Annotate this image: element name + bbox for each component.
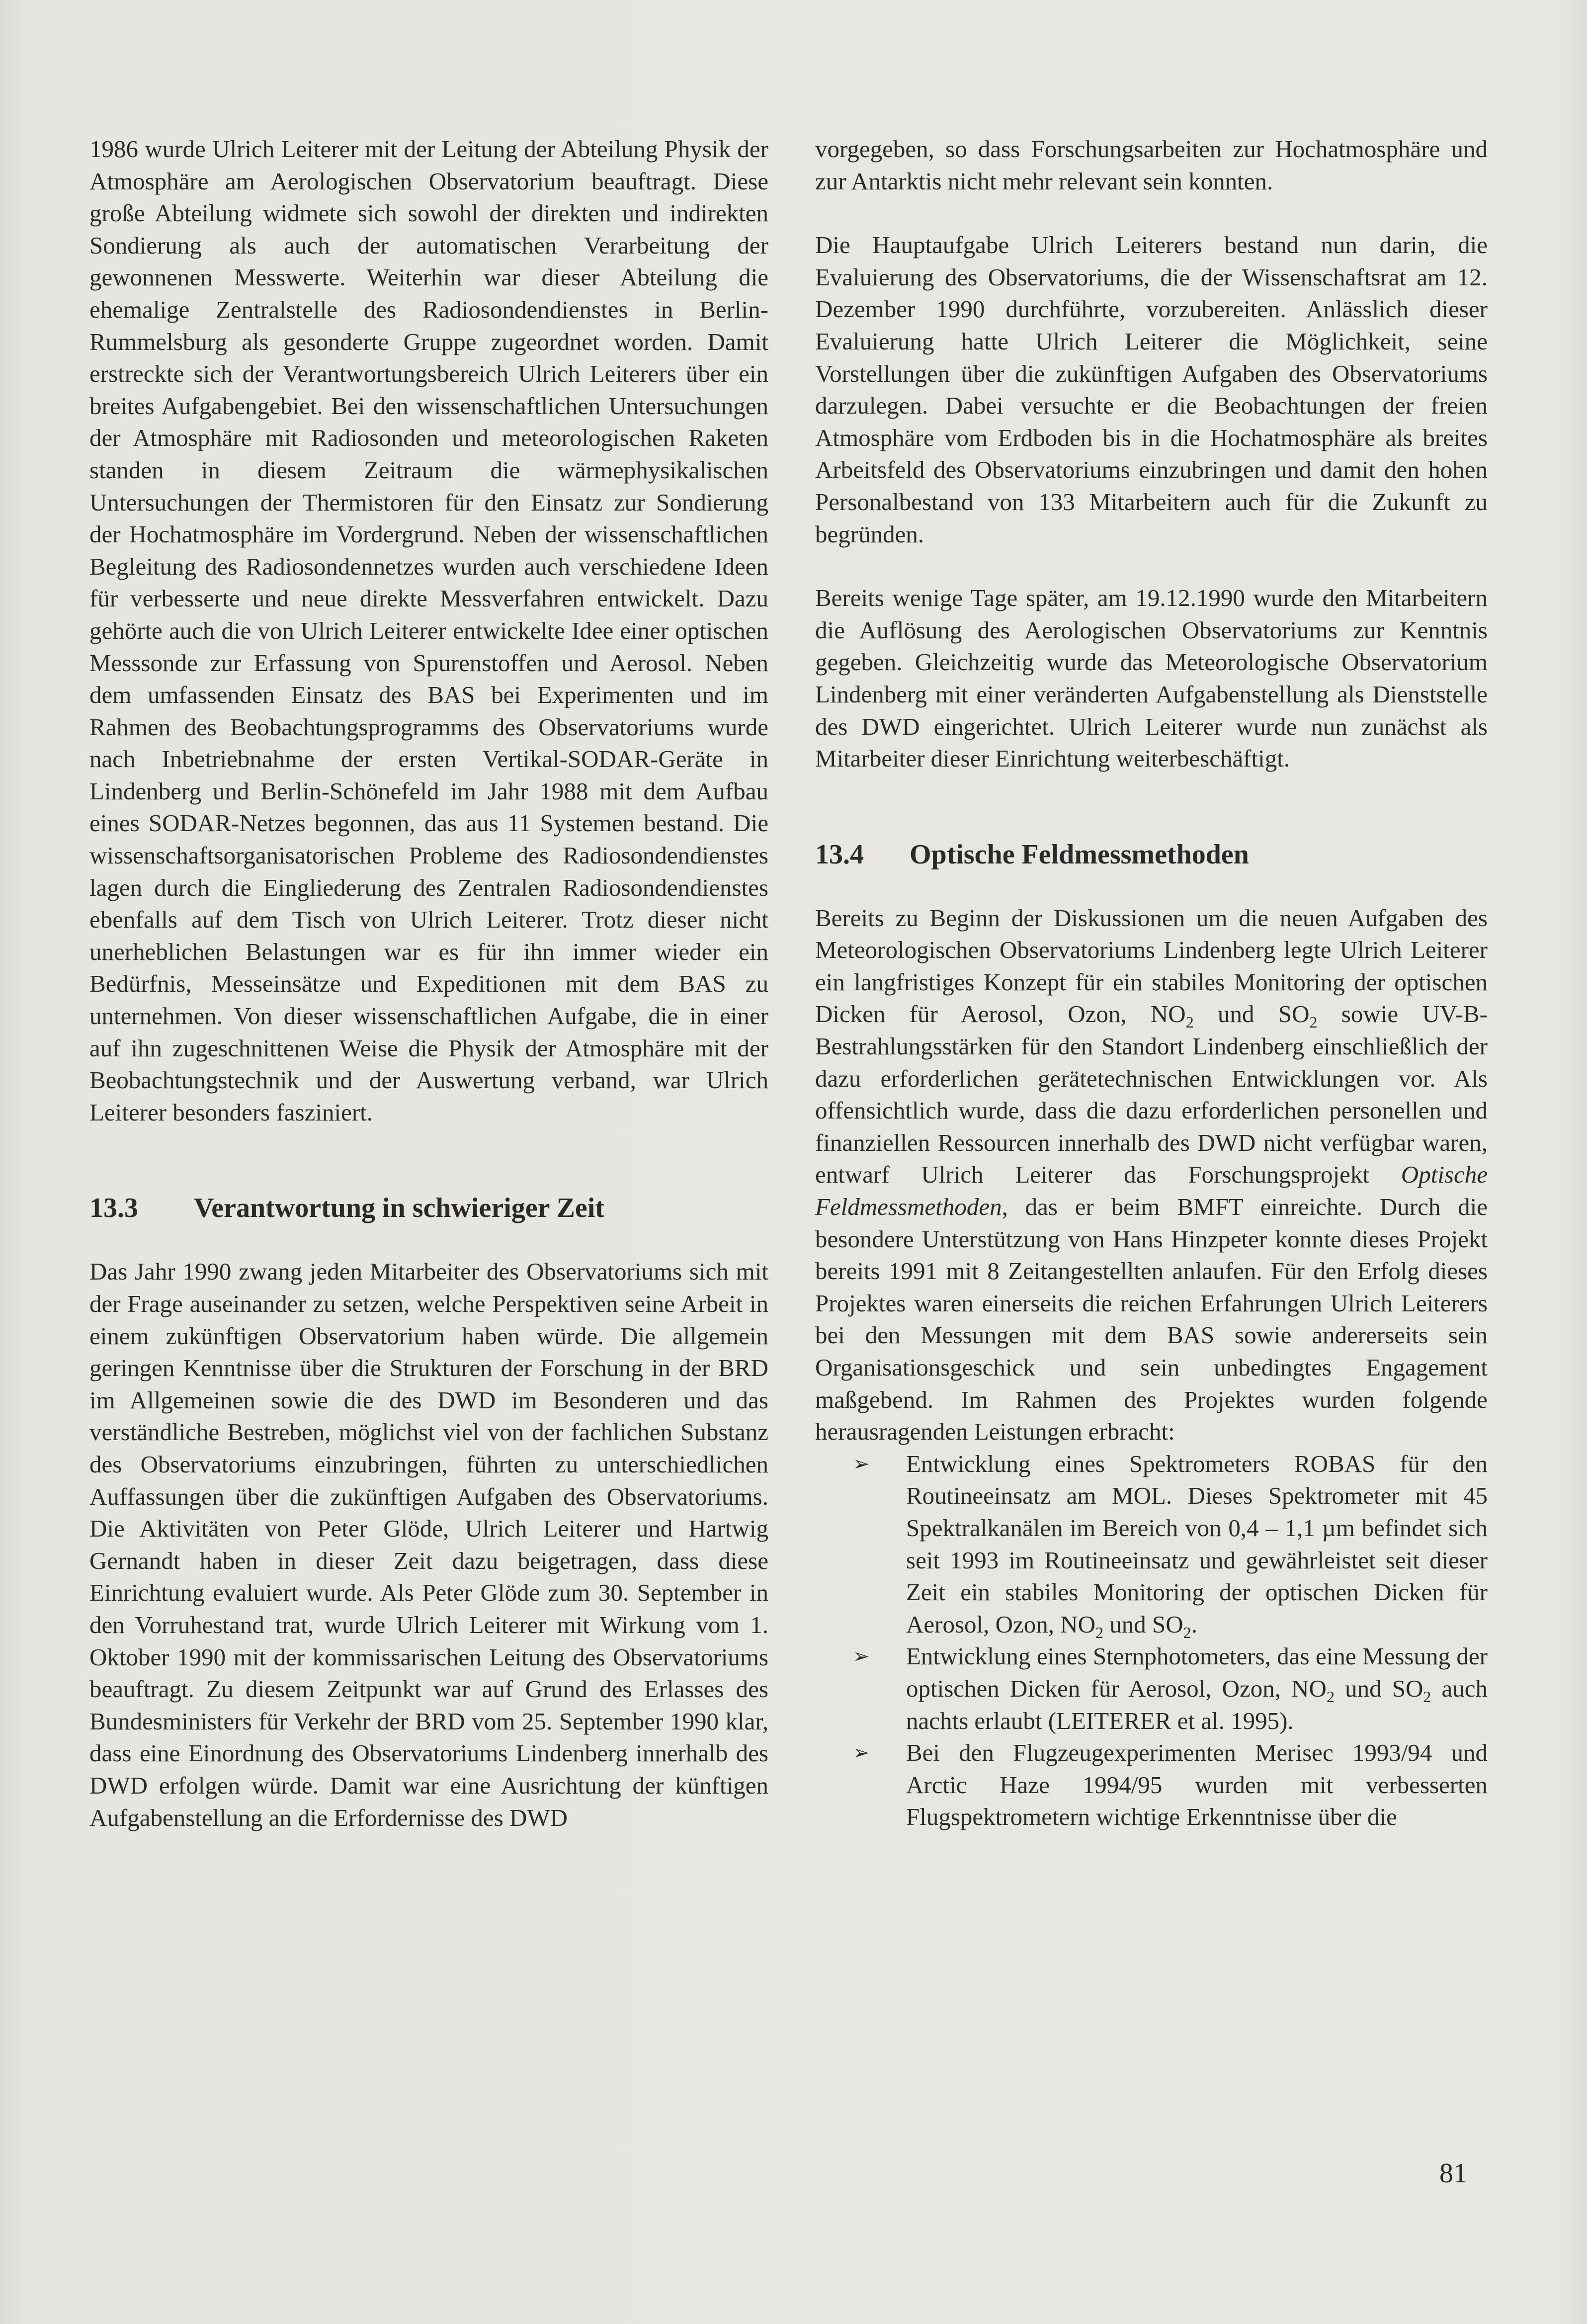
body-paragraph: [815, 902, 1488, 1448]
text-run: , das er beim BMFT einreichte. Durch die besondere Unterstützung von Hans Hinzpeter konnte dieses Projekt bereits 1991 mit 8 Zeitangestellten anlaufen. Für den Erfolg dieses Projektes waren einerseits die reichen Erfahrungen Ulrich Leiterers bei den Messungen mit dem BAS sowie andererseits sein Organisationsgeschick und sein unbedingtes Engagement maßgebend. Im Rahmen des Projektes wurden folgende herausragenden Leistungen erbracht:: [815, 1193, 1488, 1446]
section-title: Optische Feldmessmethoden: [910, 839, 1249, 870]
section-title: Verantwortung in schwieriger Zeit: [194, 1193, 604, 1224]
section-number: 13.4: [815, 839, 864, 870]
text-run: Bei den Flugzeugexperimenten Merisec 1993/94 und Arctic Haze 1994/95 wurden mit verbesserten Flugspektrometern wichtige Erkenntnisse über die: [906, 1739, 1488, 1831]
section-number: 13.3: [89, 1193, 138, 1224]
text-run: auch nachts erlaubt (LEITERER et al. 1995).: [906, 1674, 1488, 1734]
text-run: sowie UV-B-Bestrahlungsstärken für den Standort Lindenberg einschließlich der dazu erforderlichen gerätetechnischen Entwicklungen vor. Als offensichtlich wurde, dass die dazu erforderlichen personellen und finanziellen Ressourcen innerhalb des DWD nicht verfügbar waren, entwarf Ulrich Leiterer das Forschungsprojekt: [815, 1000, 1488, 1189]
subscript: 2: [1309, 1013, 1318, 1032]
body-paragraph: Das Jahr 1990 zwang jeden Mitarbeiter des Observatoriums sich mit der Frage auseinander zu setzen, welche Perspektiven seine Arbeit in einem zukünftigen Observatorium haben würde. Die allgemein geringen Kenntnisse über die Strukturen der Forschung in der BRD im Allgemeinen sowie die des DWD im Besonderen und das verständliche Bestreben, möglichst viel von der fachlichen Substanz des Observatoriums einzubringen, führten zu unterschiedlichen Auffassungen über die zukünftigen Aufgaben des Observatoriums. Die Aktivitäten von Peter Glöde, Ulrich Leiterer und Hartwig Gernandt haben in dieser Zeit dazu beigetragen, dass diese Einrichtung evaluiert wurde. Als Peter Glöde zum 30. September in den Vorruhestand trat, wurde Ulrich Leiterer mit Wirkung vom 1. Oktober 1990 mit der kommissarischen Leitung des Observatoriums beauftragt. Zu diesem Zeitpunkt war auf Grund des Erlasses des Bundesministers für Verkehr der BRD vom 25. September 1990 klar, dass eine Einordnung des Observatoriums Lindenberg innerhalb des DWD erfolgen würde. Damit war eine Ausrichtung der künftigen Aufgabenstellung an die Erfordernisse des DWD: [89, 1258, 768, 1831]
right-column: [815, 133, 1488, 1833]
section-heading: [815, 839, 1488, 870]
text-run: Entwicklung eines Sternphotometers, das eine Messung der optischen Dicken für Aerosol, Ozon, NO: [906, 1642, 1488, 1702]
left-column: [89, 133, 768, 1834]
body-paragraph: Bereits wenige Tage später, am 19.12.1990 wurde den Mitarbeitern die Auflösung des Aerologischen Observatoriums zur Kenntnis gegeben. Gleichzeitig wurde das Meteorologische Observatorium Lindenberg mit einer veränderten Aufgabenstellung als Dienststelle des DWD eingerichtet. Ulrich Leiterer wurde nun zunächst als Mitarbeiter dieser Einrichtung weiterbeschäftigt.: [815, 584, 1488, 773]
subscript: 2: [1185, 1013, 1194, 1032]
text-run: Entwicklung eines Spektrometers ROBAS für den Routineeinsatz am MOL. Dieses Spektrometer mit 45 Spektralkanälen im Bereich von 0,4 – 1,1 µm befindet sich seit 1993 im Routineeinsatz und gewährleistet seit dieser Zeit ein stabiles Monitoring der optischen Dicken für Aerosol, Ozon, NO: [906, 1450, 1488, 1638]
text-run: .: [1191, 1610, 1197, 1638]
page-number: 81: [1439, 2158, 1467, 2189]
text-run: Bereits zu Beginn der Diskussionen um die neuen Aufgaben des Meteorologischen Observatoriums Lindenberg legte Ulrich Leiterer ein langfristiges Konzept für ein stabiles Monitoring der optischen Dicken für Aerosol, Ozon, NO: [815, 904, 1488, 1028]
arrow-bullet-icon: ➢: [853, 1741, 870, 1764]
subscript: 2: [1423, 1687, 1431, 1706]
section-heading: [89, 1192, 768, 1224]
text-run: und SO: [1103, 1610, 1183, 1638]
arrow-bullet-icon: ➢: [853, 1645, 870, 1668]
body-paragraph: vorgegeben, so dass Forschungsarbeiten zur Hochatmosphäre und zur Antarktis nicht mehr relevant sein konnten.: [815, 135, 1488, 195]
text-run: und SO: [1334, 1674, 1423, 1702]
text-run: und SO: [1193, 1000, 1310, 1028]
subscript: 2: [1183, 1623, 1191, 1641]
subscript: 2: [1326, 1687, 1335, 1706]
body-paragraph: 1986 wurde Ulrich Leiterer mit der Leitung der Abteilung Physik der Atmosphäre am Aerologischen Observatorium beauftragt. Diese große Abteilung widmete sich sowohl der direkten und indirekten Sondierung als auch der automatischen Verarbeitung der gewonnenen Messwerte. Weiterhin war dieser Abteilung die ehemalige Zentralstelle des Radiosondendienstes in Berlin-Rummelsburg als gesonderte Gruppe zugeordnet worden. Damit erstreckte sich der Verantwortungsbereich Ulrich Leiterers über ein breites Aufgabengebiet. Bei den wissenschaftlichen Untersuchungen der Atmosphäre mit Radiosonden und meteorologischen Raketen standen in diesem Zeitraum die wärmephysikalischen Untersuchungen der Thermistoren für den Einsatz zur Sondierung der Hochatmosphäre im Vordergrund. Neben der wissenschaftlichen Begleitung des Radiosondennetzes wurden auch verschiedene Ideen für verbesserte und neue direkte Messverfahren entwickelt. Dazu gehörte auch die von Ulrich Leiterer entwickelte Idee einer optischen Messsonde zur Erfassung von Spurenstoffen und Aerosol. Neben dem umfassenden Einsatz des BAS bei Experimenten und im Rahmen des Beobachtungsprogramms des Observatoriums wurde nach Inbetriebnahme der ersten Vertikal-SODAR-Geräte in Lindenberg und Berlin-Schönefeld im Jahr 1988 mit dem Aufbau eines SODAR-Netzes begonnen, das aus 11 Systemen bestand. Die wissenschaftsorganisatorischen Probleme des Radiosondendienstes lagen durch die Eingliederung des Zentralen Radiosondendienstes ebenfalls auf dem Tisch von Ulrich Leiterer. Trotz dieser nicht unerheblichen Belastungen war es für ihn immer wieder ein Bedürfnis, Messeinsätze und Expeditionen mit dem BAS zu unternehmen. Von dieser wissenschaftlichen Aufgabe, die in einer auf ihn zugeschnittenen Weise die Physik der Atmosphäre mit der Beobachtungstechnik und der Auswertung verband, war Ulrich Leiterer besonders fasziniert.: [89, 135, 768, 1126]
body-paragraph: Die Hauptaufgabe Ulrich Leiterers bestand nun darin, die Evaluierung des Observatoriums, die der Wissenschaftsrat am 12. Dezember 1990 durchführte, vorzubereiten. Anlässlich dieser Evaluierung hatte Ulrich Leiterer die Möglichkeit, seine Vorstellungen über die zukünftigen Aufgaben des Observatoriums darzulegen. Dabei versuchte er die Beobachtungen der freien Atmosphäre vom Erdboden bis in die Hochatmosphäre als breites Arbeitsfeld des Observatoriums einzubringen und damit den hohen Personalbestand von 133 Mitarbeitern auch für die Zukunft zu begründen.: [815, 231, 1488, 548]
list-item: [853, 1640, 1488, 1737]
subscript: 2: [1095, 1623, 1104, 1641]
project-title: Optische Feldmessmethoden: [815, 1161, 1488, 1221]
arrow-bullet-icon: ➢: [853, 1452, 870, 1475]
achievement-list: [815, 1448, 1488, 1833]
list-item: [853, 1448, 1488, 1641]
list-item: [853, 1737, 1488, 1833]
